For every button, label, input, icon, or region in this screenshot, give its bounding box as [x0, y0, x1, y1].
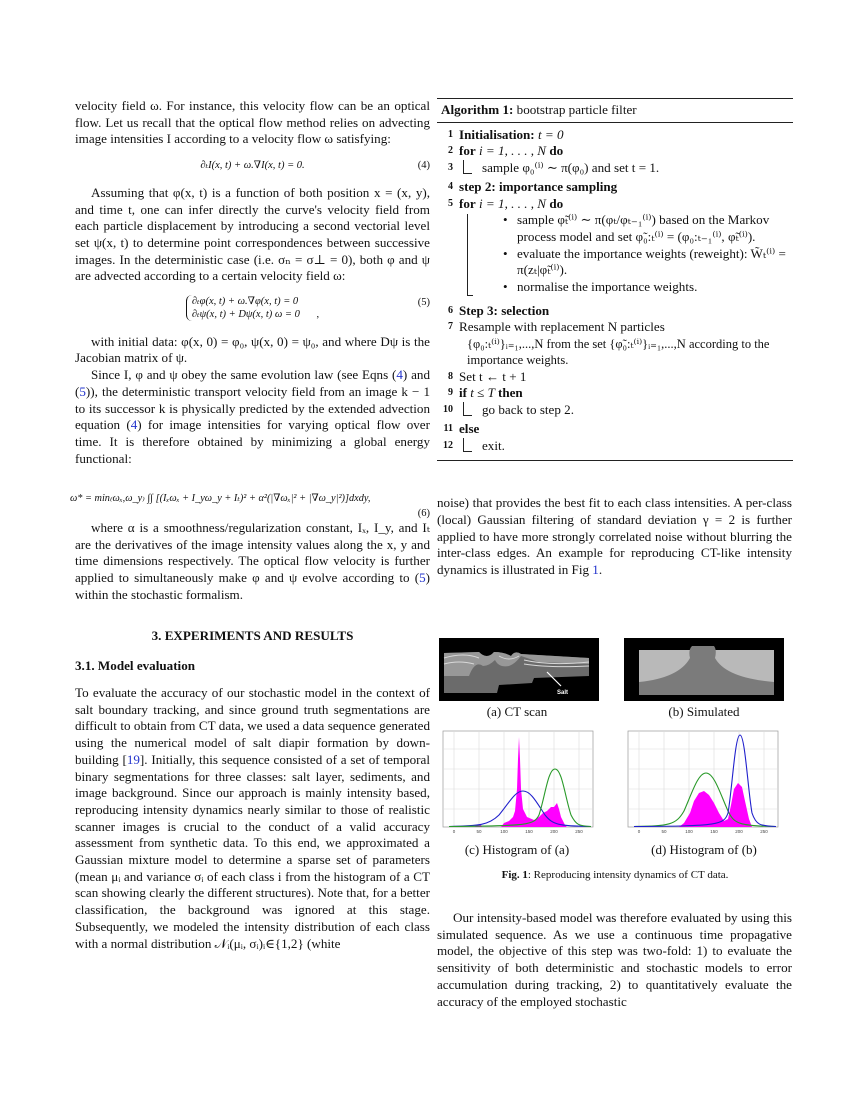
algorithm-line: {φ₀:ₜ⁽ⁱ⁾}ᵢ₌₁,...,N from the set {φ̃₀:ₜ⁽ⁱ⁾}ᵢ₌₁,...,N according to the importance weights.	[467, 336, 770, 368]
paragraph-model-evaluation: To evaluate the accuracy of our stochastic model in the context of salt boundary tracking, and since ground truth segmentations are difficult to obtain from CT data, we used a data sequence generated using the numerical model of salt diapir formation by down-building [19]. Initially, this sequence consisted of a set of temporal binary segmentations for three classes: salt layer, sediments, and image background. Since our approach is mainly intensity based, reproducing intensity dynamics nearly similar to those of realistic scanner images is crucial to the conduct of a valid accuracy assessment from synthetic data. To this end, we approximated a Gaussian mixture model to determine a sparse set of parameters (mean μᵢ and variance σᵢ of each class i from the histogram of a CT scan showing clearly the different structures). Note that, for a better classification, the background was ignored at this stage. Subsequently, we modeled the intensity distribution of each class with a normal distribution 𝒩ᵢ(μᵢ, σᵢ)ᵢ∈{1,2} (white	[75, 684, 430, 951]
eq-ref-link[interactable]: 4	[130, 417, 138, 433]
algorithm-bullet: • normalise the importance weights.	[501, 279, 793, 300]
algorithm-bullet: • evaluate the importance weights (reweight): W̃ₜ⁽ⁱ⁾ = π(zₜ|φ̃ₜ⁽ⁱ⁾).	[501, 246, 793, 279]
histogram-b-chart	[624, 729, 784, 837]
caption-c: (c) Histogram of (a)	[464, 842, 570, 857]
paragraph-initial-data: with initial data: φ(x, 0) = φ₀, ψ(x, 0) = ψ₀, and where Dψ is the Jacobian matrix of ψ.	[75, 333, 430, 366]
caption-a: (a) CT scan	[486, 704, 548, 719]
ct-scan-image	[439, 638, 599, 701]
block-bracket-icon	[463, 402, 472, 416]
caption-b: (b) Simulated	[668, 704, 740, 719]
svg-text:200: 200	[550, 829, 558, 834]
algorithm-line: 10 go back to step 2.	[443, 401, 575, 417]
paragraph-velocity-field: velocity field ω. For instance, this velocity flow can be an optical flow. Let us recall that the optical flow method relies on advecting image intensities I according to a velocity flow ω satisfying:	[75, 98, 430, 147]
algorithm-line: 2 for i = 1, . . . , N do	[448, 143, 564, 159]
algorithm-line: 5 for i = 1, . . . , N do	[448, 195, 564, 211]
algorithm-line: 7 Resample with replacement N particles	[448, 319, 665, 335]
section-heading: 3. EXPERIMENTS AND RESULTS	[151, 627, 354, 643]
histogram-a-chart	[439, 729, 599, 837]
equation-number: (5)	[417, 297, 430, 309]
block-bracket-icon	[463, 160, 472, 174]
paragraph-regularization: where α is a smoothness/regularization constant, Iₓ, I_y, and Iₜ are the derivatives of the image intensity values along the x, y and time dimensions respectively. The optical flow velocity is further applied to simultaneously make φ and ψ evolve according to (5) within the stochastic formalism.	[75, 520, 430, 602]
svg-text:150: 150	[710, 829, 718, 834]
algorithm-line: 3 sample φ₀⁽ⁱ⁾ ∼ π(φ₀) and set t = 1.	[448, 159, 660, 175]
algorithm-line: 8 Set t ← t + 1	[448, 368, 527, 384]
svg-text:250: 250	[760, 829, 768, 834]
svg-text:0: 0	[637, 829, 641, 834]
paragraph-level-set: Assuming that φ(x, t) is a function of both position x = (x, y), and time t, one can infer directly the curve's velocity field from each particle displacement by introducing a second vectorial level set ψ(x, t) to determine point correspondences between successive images. In the deterministic case (i.e. σₙ = σ⊥ = 0), both φ and ψ are advected according to a certain velocity field ω:	[75, 184, 430, 284]
svg-text:50: 50	[476, 829, 482, 834]
algorithm-line: 12 exit.	[443, 437, 505, 453]
paragraph-noise: noise) that provides the best fit to each class intensities. A per-class (local) Gaussian filtering of standard deviation γ = 2 is further applied to have more strongly correlated noise without blurring the inter-class edges. An example for reproducing CT-like intensity dynamics is illustrated in Fig 1.	[437, 495, 792, 578]
right-column	[437, 98, 792, 579]
algorithm-line: 4 step 2: importance sampling	[448, 179, 618, 195]
eq-ref-link[interactable]: 5	[79, 383, 86, 399]
algorithm-line: 6 Step 3: selection	[448, 302, 550, 318]
citation-link[interactable]: 19	[126, 751, 140, 767]
svg-text:150: 150	[525, 829, 533, 834]
algorithm-line: 1 Initialisation: t = 0	[448, 126, 564, 142]
svg-text:100: 100	[685, 829, 693, 834]
svg-text:250: 250	[575, 829, 583, 834]
algorithm-box	[437, 98, 793, 461]
algorithm-line: 11 else	[443, 421, 480, 437]
x-axis-ticks	[453, 829, 584, 834]
algorithm-loop-body	[467, 212, 793, 300]
simulated-image	[624, 638, 784, 701]
equation-6: ω* = min₍ωₓ,ω_y₎ ∫∫ [(Iₓωₓ + I_yω_y + Iₜ)² + α²(|∇ωₓ|² + |∇ω_y|²)]dxdy,	[70, 493, 371, 505]
eq-ref-link[interactable]: 4	[396, 367, 403, 383]
equation-number: (6)	[417, 508, 430, 520]
right-column-bottom	[437, 910, 792, 1010]
figure-caption: Fig. 1: Reproducing intensity dynamics of CT data.	[501, 869, 729, 881]
figure-ref-link[interactable]: 1	[592, 562, 599, 578]
subsection-heading: 3.1. Model evaluation	[75, 658, 196, 674]
salt-label: Salt	[557, 690, 569, 696]
equation-5: ∂ₜφ(x, t) + ω.∇φ(x, t) = 0 ∂ₜψ(x, t) + Dψ(x, t) ω = 0 , (5)	[75, 295, 430, 324]
paragraph-evolution-law: Since I, φ and ψ obey the same evolution law (see Eqns (4) and (5)), the deterministic transport velocity field from an image k − 1 to its successor k is physically predicted by the extended advection equation (4) for image intensities for varying optical flow over time. It is therefore obtained by minimizing a global energy functional:	[75, 367, 430, 466]
eq-ref-link[interactable]: 5	[419, 570, 426, 586]
algorithm-title: Algorithm 1: bootstrap particle filter	[437, 99, 793, 123]
equation-4: ∂ₜI(x, t) + ω.∇I(x, t) = 0. (4)	[75, 158, 430, 175]
paragraph-intensity-model: Our intensity-based model was therefore evaluated by using this simulated sequence. As we use a continuous time propagative model, the objective of this step was two-fold: 1) to evaluate the sensitivity of both deterministic and stochastic models to error accumulation during tracking, 2) to quantitatively evaluate the accuracy of the employed stochastic	[437, 910, 792, 1009]
left-column	[70, 98, 430, 952]
svg-text:200: 200	[735, 829, 743, 834]
equation-number: (4)	[417, 160, 430, 172]
svg-text:0: 0	[452, 829, 456, 834]
block-bracket-icon	[463, 438, 472, 452]
x-axis-ticks	[638, 829, 769, 834]
algorithm-bullet: • sample φ̃ₜ⁽ⁱ⁾ ∼ π(φₜ/φₜ₋₁⁽ⁱ⁾) based on the Markov process model and set φ̃₀:ₜ⁽ⁱ⁾ = (φ₀:ₜ₋₁⁽ⁱ⁾, φ̃ₜ⁽ⁱ⁾).	[501, 212, 793, 245]
svg-text:100: 100	[500, 829, 508, 834]
svg-text:50: 50	[661, 829, 667, 834]
caption-d: (d) Histogram of (b)	[651, 842, 757, 857]
algorithm-line: 9 if t ≤ T then	[448, 385, 523, 401]
